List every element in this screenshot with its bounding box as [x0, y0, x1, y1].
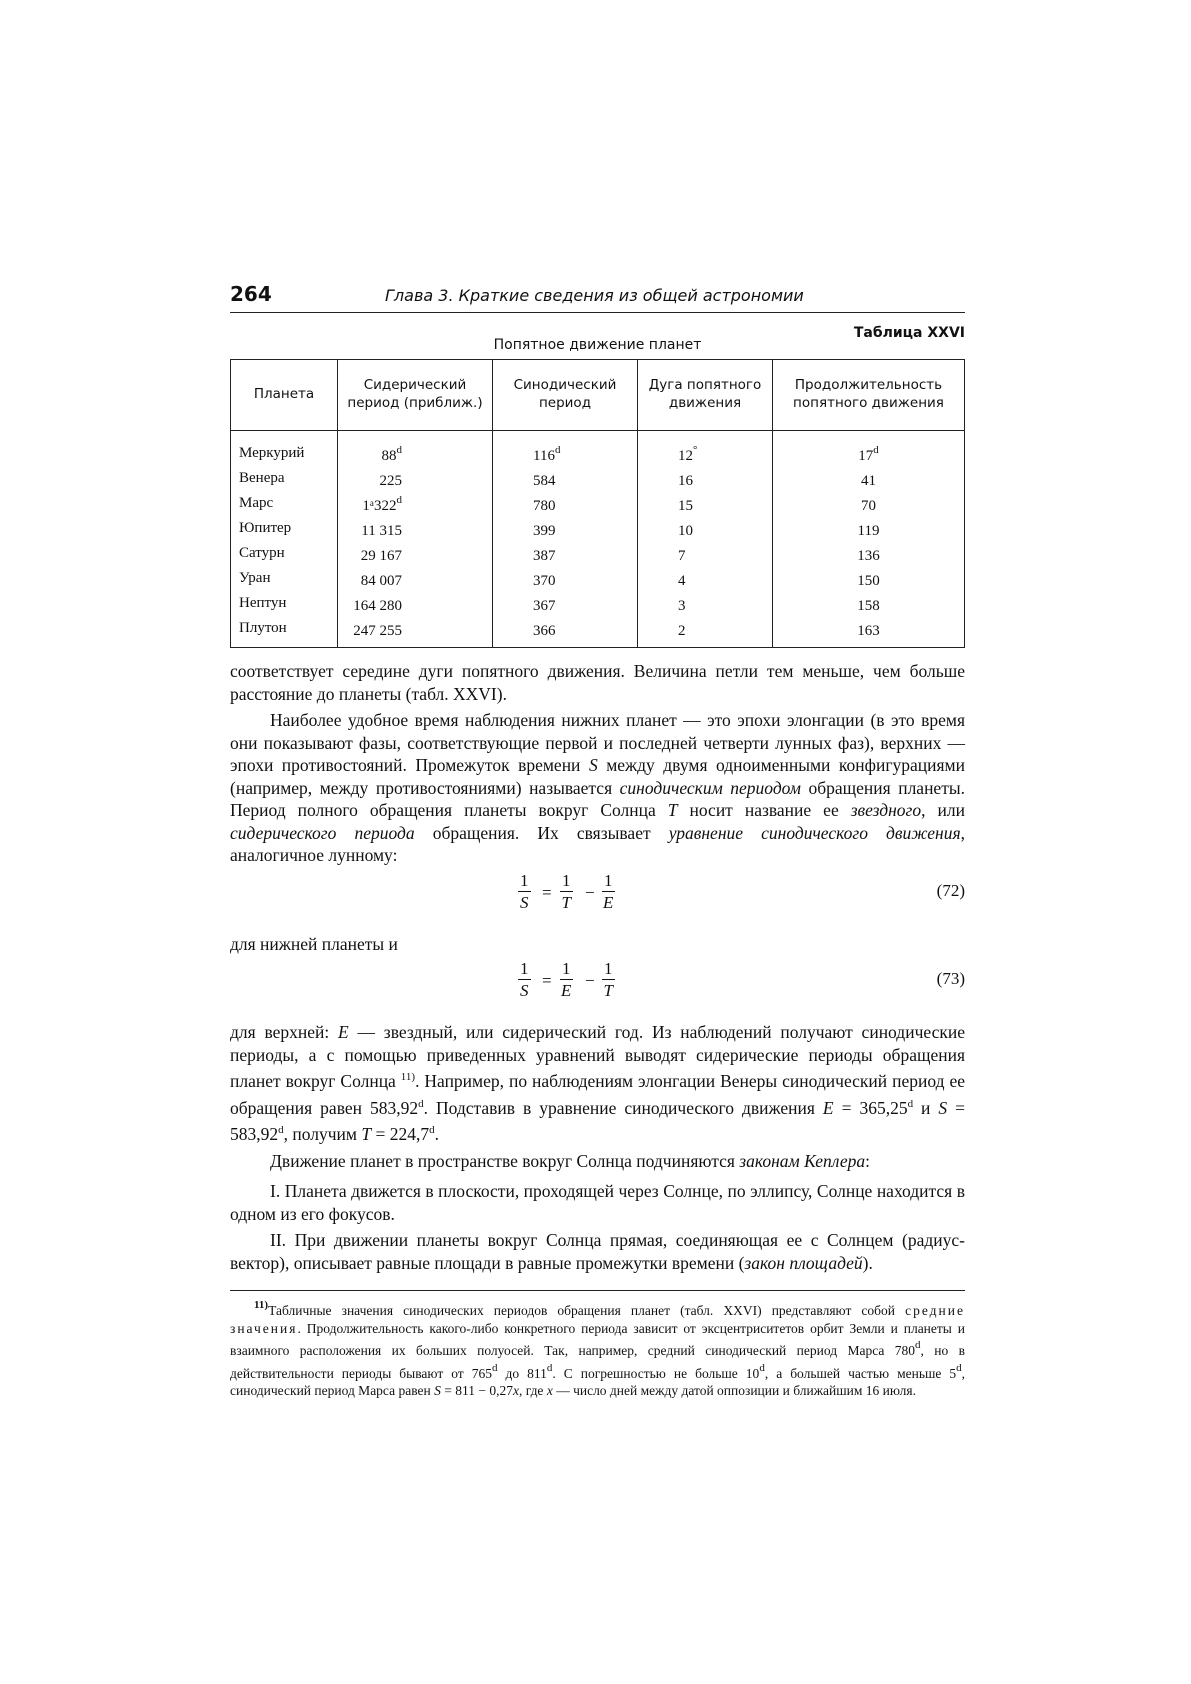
cell-value: 70: [861, 498, 876, 514]
table-cell-planet: [231, 466, 338, 491]
cell-value: 247 255: [353, 623, 402, 639]
denominator: T: [603, 981, 613, 1000]
footnote: [230, 1290, 965, 1400]
column-header: Сидерический период (приближ.): [338, 360, 493, 431]
book-page: [230, 282, 965, 1400]
table-row: [231, 466, 965, 491]
table-cell-arc: [638, 491, 773, 516]
cell-value: 584: [533, 473, 556, 489]
table-cell-synodic: [493, 541, 638, 566]
cell-value: 150: [857, 573, 880, 589]
text-run: = 224,7: [371, 1124, 430, 1144]
table-cell-sidereal: [338, 616, 493, 648]
cell-value: 16: [678, 473, 693, 489]
term: уравнение синодического движения: [668, 822, 961, 843]
cell-value: 780: [533, 498, 556, 514]
table-cell-duration: [773, 491, 965, 516]
cell-value: 116: [533, 448, 555, 464]
cell-value: 322: [374, 498, 397, 514]
value-prefix: 1ᵃ: [362, 498, 374, 514]
equation-number: (72): [936, 880, 965, 900]
text-run: и: [913, 1097, 939, 1118]
text-run: II. При движении планеты вокруг Солнца прямая, соединяющая ее с Солнцем (радиус-вектор), описывает равные площади в равные промежутки времени (: [230, 1230, 965, 1273]
table-cell-sidereal: [338, 516, 493, 541]
cell-value: Плутон: [239, 620, 287, 636]
denominator: T: [561, 892, 571, 912]
text-run: , но в действительности периоды бывают от 765: [230, 1343, 965, 1381]
unit-superscript: °: [693, 444, 698, 456]
text-run: = 811 − 0,27: [440, 1383, 513, 1398]
minus-sign: −: [585, 971, 595, 990]
equals-sign: =: [542, 971, 552, 990]
cell-value: 88: [381, 448, 397, 464]
retrograde-motion-table: [230, 359, 965, 648]
text-run: . Продолжительность какого-либо конкретного периода зависит от эксцентриситетов орбит Земли и планеты и взаимного расположения их больших полуосей. Так, например, средний синодический период Марса 780: [230, 1320, 965, 1358]
term: звездного: [850, 800, 922, 820]
table-label: Таблица XXVI: [853, 325, 965, 341]
text-run: :: [865, 1150, 870, 1171]
numerator: 1: [604, 959, 613, 978]
table-cell-duration: [773, 466, 965, 491]
table-cell-planet: [231, 431, 338, 467]
table-header-row: [231, 360, 965, 431]
fraction: [602, 871, 615, 914]
cell-value: 84 007: [360, 573, 402, 589]
table-cell-synodic: [493, 466, 638, 491]
numerator: 1: [562, 870, 571, 890]
cell-value: Юпитер: [239, 520, 292, 536]
cell-value: 158: [857, 598, 880, 614]
text-run: , или: [921, 800, 965, 820]
cell-value: 15: [678, 498, 693, 514]
running-header: [230, 282, 965, 313]
table-row: [231, 591, 965, 616]
cell-value: 11 315: [361, 523, 402, 539]
equation-number: (73): [936, 969, 965, 988]
cell-value: 41: [861, 473, 876, 489]
table-row: [231, 616, 965, 648]
table-cell-synodic: [493, 616, 638, 648]
cell-value: 3: [678, 598, 686, 614]
unit-superscript: d: [396, 494, 402, 506]
emphasis: средние значения: [230, 1303, 965, 1336]
cell-value: Марс: [239, 495, 274, 511]
table-cell-duration: [773, 541, 965, 566]
cell-value: Уран: [239, 570, 271, 586]
cell-value: 367: [533, 598, 556, 614]
unit-superscript: d: [873, 444, 879, 456]
fraction: [560, 959, 573, 1002]
cell-value: Меркурий: [239, 445, 305, 461]
column-header: Дуга попятного движения: [638, 360, 773, 431]
text-run: , синодический период Марса равен: [230, 1365, 965, 1398]
table-cell-planet: [231, 491, 338, 516]
table-cell-sidereal: [338, 566, 493, 591]
cell-value: 164 280: [353, 598, 402, 614]
cell-value: 370: [533, 573, 556, 589]
numerator: 1: [604, 870, 613, 890]
column-header: Планета: [231, 360, 338, 431]
cell-value: 2: [678, 623, 686, 639]
chapter-title: Глава 3. Краткие сведения из общей астрономии: [385, 286, 804, 305]
table-title: Попятное движение планет: [493, 337, 702, 353]
text-run: обращения. Их связывает: [414, 822, 669, 843]
table-row: [231, 431, 965, 467]
cell-value: 12: [678, 448, 693, 464]
cell-value: Венера: [239, 470, 285, 486]
paragraph: [230, 1150, 965, 1173]
equals-sign: =: [542, 882, 552, 902]
table-cell-duration: [773, 616, 965, 648]
table-cell-planet: [231, 591, 338, 616]
table-body: [231, 431, 965, 648]
numerator: 1: [520, 959, 529, 978]
minus-sign: −: [585, 882, 595, 902]
kepler-law-1: I. Планета движется в плоскости, проходящей через Солнце, по эллипсу, Солнце находится в одном из его фокусов.: [230, 1181, 965, 1224]
cell-value: 10: [678, 523, 693, 539]
table-cell-duration: [773, 516, 965, 541]
superscript: d: [491, 1361, 498, 1374]
table-cell-sidereal: [338, 541, 493, 566]
column-header: Синодический период: [493, 360, 638, 431]
text-run: обращения планеты. Период полного обращения планеты вокруг Солнца: [230, 777, 965, 820]
superscript: d: [278, 1124, 284, 1136]
table-cell-synodic: [493, 591, 638, 616]
table-row: [231, 491, 965, 516]
table-cell-arc: [638, 616, 773, 648]
text-run: . С погрешностью не больше 10: [552, 1365, 760, 1381]
term: синодическим периодом: [619, 777, 801, 798]
footnote-mark: 11): [254, 1299, 269, 1311]
numerator: 1: [562, 959, 571, 978]
cell-value: 29 167: [360, 548, 402, 564]
superscript: d: [546, 1361, 553, 1374]
denominator: E: [603, 892, 614, 912]
text-run: — число дней между датой оппозиции и ближайшим 16 июля.: [552, 1383, 916, 1398]
superscript: d: [429, 1124, 435, 1136]
text-run: носит название ее: [677, 800, 851, 820]
equation-72: [230, 867, 965, 933]
superscript: d: [759, 1361, 765, 1374]
text-run: . Подставив в уравнение синодического движения: [423, 1097, 823, 1118]
superscript: d: [956, 1361, 962, 1374]
denominator: S: [520, 892, 529, 912]
text-run: = 583,92: [230, 1097, 966, 1144]
math-symbol: S: [434, 1383, 441, 1398]
unit-superscript: d: [554, 444, 561, 456]
page-number: 264: [230, 282, 272, 306]
superscript: d: [418, 1097, 424, 1110]
text-run: до 811: [497, 1365, 547, 1381]
text-run: Табличные значения синодических периодов обращения планет (табл. XXVI) представляют собой: [268, 1303, 906, 1318]
table-cell-planet: [231, 566, 338, 591]
superscript: d: [907, 1097, 914, 1110]
math-symbol: x: [546, 1383, 553, 1398]
table-cell-duration: [773, 591, 965, 616]
fraction: [560, 871, 573, 914]
math-symbol: x: [512, 1383, 519, 1398]
cell-value: 17: [858, 448, 874, 464]
term: сидерического периода: [230, 822, 415, 843]
math-symbol: E: [338, 1022, 349, 1042]
term: закон площадей: [744, 1252, 863, 1273]
superscript: d: [915, 1339, 921, 1351]
denominator: S: [520, 981, 529, 1000]
text-run: , где: [518, 1383, 547, 1398]
table-cell-arc: [638, 431, 773, 467]
cell-value: 4: [678, 573, 686, 589]
text-run: . Например, по наблюдениям элонгации Венеры синодический период ее обращения равен 583,92: [230, 1071, 965, 1118]
denominator: E: [561, 981, 572, 1000]
math-symbol: S: [938, 1097, 948, 1118]
math-symbol: E: [822, 1097, 834, 1118]
column-header: Продолжительность попятного движения: [773, 360, 965, 431]
footnote-ref[interactable]: 11): [400, 1071, 416, 1083]
table-cell-arc: [638, 566, 773, 591]
table-cell-arc: [638, 591, 773, 616]
paragraph: для нижней планеты и: [230, 933, 398, 954]
paragraph: для верхней: E — звездный, или сидерический год. Из наблюдений получают синодические периоды, а с помощью приведенных уравнений выводят сидерические периоды обращения планет вокруг Солнца $^{11)}$. Например, по наблюдениям элонгации Венеры синодический период ее обращения равен 583,92$^d$. Подставив в уравнение синодического движения E = 365,25$^d$ и S = 583,92$^d$, получим T = 224,7$^d$.: [230, 1022, 966, 1144]
cell-value: Нептун: [239, 595, 287, 611]
table-cell-planet: [231, 516, 338, 541]
cell-value: 136: [857, 548, 880, 564]
table-cell-synodic: [493, 491, 638, 516]
kepler-law-2: [230, 1229, 965, 1274]
text-run: Наиболее удобное время наблюдения нижних планет — это эпохи элонгации (в это время они показывают фазы, соответствующие первой и последней четверти лунных фаз), верхних — эпохи противостояний. Промежуток времени: [230, 710, 965, 775]
table-row: [231, 566, 965, 591]
cell-value: 387: [533, 548, 556, 564]
unit-superscript: d: [396, 444, 402, 456]
paragraph: [230, 709, 965, 867]
fraction: [602, 959, 615, 1002]
text-run: — звездный, или сидерический год. Из наблюдений получают синодические периоды, а с помощью приведенных уравнений выводят сидерические периоды обращения планет вокруг Солнца: [230, 1022, 965, 1091]
term: законам Кеплера: [739, 1150, 866, 1171]
table-cell-planet: [231, 616, 338, 648]
math-symbol: T: [361, 1124, 372, 1144]
table-cell-sidereal: [338, 431, 493, 467]
text-run: , а большей частью меньше 5: [764, 1365, 957, 1381]
table-cell-arc: [638, 466, 773, 491]
paragraph: соответствует середине дуги попятного движения. Величина петли тем меньше, чем больше расстояние до планеты (табл. XXVI).: [230, 661, 965, 704]
text-run: ).: [862, 1252, 873, 1273]
text-run: , аналогичное лунному:: [230, 822, 966, 865]
math-symbol: T: [667, 800, 678, 820]
footnote-text: [230, 1297, 965, 1400]
table-cell-sidereal: [338, 466, 493, 491]
numerator: 1: [520, 870, 529, 890]
text-run: Движение планет в пространстве вокруг Солнца подчиняются: [270, 1150, 740, 1171]
cell-value: 225: [379, 473, 402, 489]
text-run: между двумя одноименными конфигурациями (например, между противостояниями) называется: [230, 755, 965, 798]
table-cell-synodic: [493, 566, 638, 591]
cell-value: 366: [533, 623, 556, 639]
cell-value: 163: [857, 623, 880, 639]
table-row: [231, 541, 965, 566]
fraction: [518, 959, 531, 1002]
cell-value: 399: [533, 523, 556, 539]
cell-value: 119: [857, 523, 880, 539]
table-cell-sidereal: [338, 491, 493, 516]
cell-value: 7: [678, 548, 686, 564]
text-run: для верхней:: [230, 1022, 339, 1042]
table-cell-sidereal: [338, 591, 493, 616]
table-cell-arc: [638, 541, 773, 566]
math-symbol: S: [588, 755, 598, 775]
table-cell-arc: [638, 516, 773, 541]
table-row: [231, 516, 965, 541]
cell-value: Сатурн: [239, 545, 285, 561]
text-run: , получим: [283, 1124, 362, 1144]
table-cell-synodic: [493, 431, 638, 467]
table-cell-duration: [773, 566, 965, 591]
fraction: [518, 871, 531, 914]
table-cell-duration: [773, 431, 965, 467]
text-run: = 365,25: [833, 1097, 908, 1118]
table-cell-planet: [231, 541, 338, 566]
equation-73: [230, 955, 965, 1021]
table-cell-synodic: [493, 516, 638, 541]
